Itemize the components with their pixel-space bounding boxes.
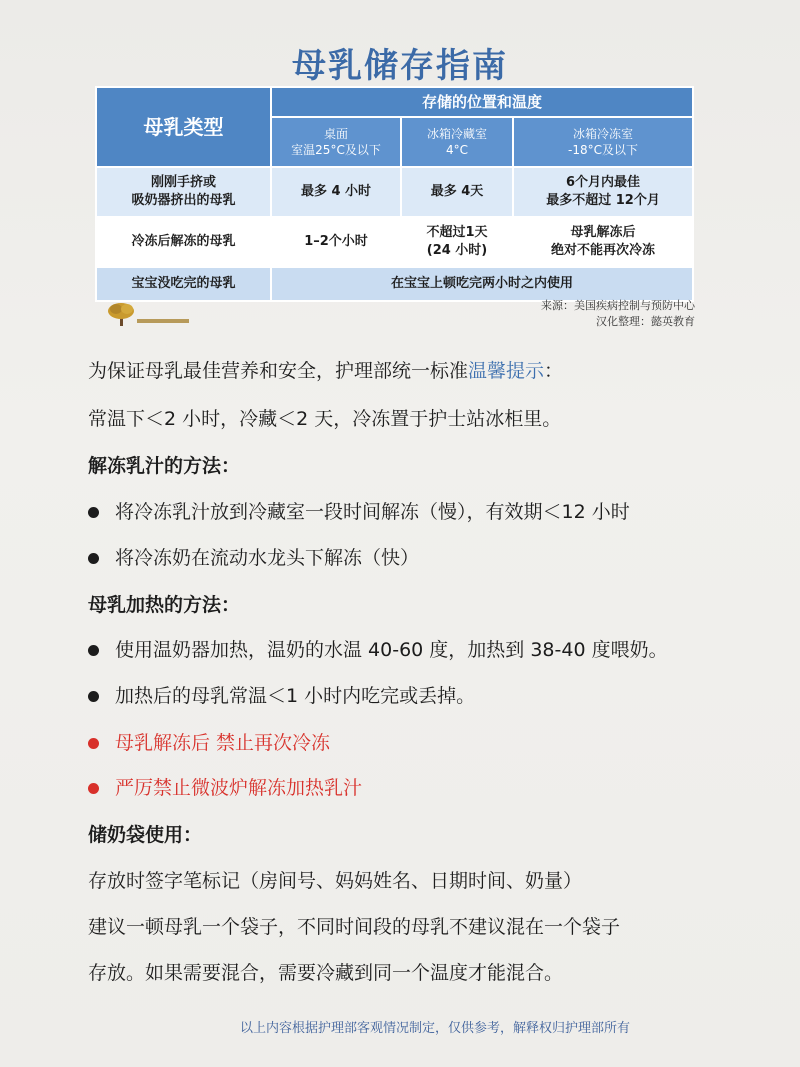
storage-guide-table xyxy=(95,86,694,302)
column-header-milk-type: 母乳类型 xyxy=(96,87,271,167)
bag-heading: 储奶袋使用： xyxy=(88,824,203,846)
freezer-cell: 母乳解冻后 绝对不能再次冷冻 xyxy=(513,217,693,267)
table-row xyxy=(96,217,693,267)
warning-item: 母乳解冻后 禁止再次冷冻 xyxy=(88,728,330,755)
warning-item: 严厉禁止微波炉解冻加热乳汁 xyxy=(88,773,362,800)
footer-note: 以上内容根据护理部客观情况制定，仅供参考，解释权归护理部所有 xyxy=(239,1021,630,1036)
bullet-icon xyxy=(88,691,99,702)
list-item: 将冷冻奶在流动水龙头下解冻（快） xyxy=(88,543,419,570)
tree-logo-icon xyxy=(104,300,192,328)
merged-usage-cell: 在宝宝上顿吃完两小时之内使用 xyxy=(271,267,693,301)
bullet-icon xyxy=(88,553,99,564)
bullet-icon xyxy=(88,738,99,749)
column-header-storage: 存储的位置和温度 xyxy=(271,87,693,117)
bullet-icon xyxy=(88,783,99,794)
list-item: 加热后的母乳常温＜1 小时内吃完或丢掉。 xyxy=(88,681,475,708)
milk-type-cell: 冷冻后解冻的母乳 xyxy=(96,217,271,267)
table-row xyxy=(96,267,693,301)
list-item: 将冷冻乳汁放到冷藏室一段时间解冻（慢），有效期＜12 小时 xyxy=(88,497,630,524)
bag-line: 存放。如果需要混合，需要冷藏到同一个温度才能混合。 xyxy=(88,962,564,984)
intro-highlight: 温馨提示 xyxy=(468,360,545,382)
milk-type-cell: 刚刚手挤或 吸奶器挤出的母乳 xyxy=(96,167,271,217)
table-row xyxy=(96,167,693,217)
bullet-icon xyxy=(88,645,99,656)
bag-line: 建议一顿母乳一个袋子，不同时间段的母乳不建议混在一个袋子 xyxy=(88,916,621,938)
thaw-heading: 解冻乳汁的方法： xyxy=(88,455,241,477)
location-header-room: 桌面 室温25°C及以下 xyxy=(271,117,401,167)
room-cell: 1–2个小时 xyxy=(271,217,401,267)
fridge-cell: 最多 4天 xyxy=(401,167,513,217)
location-header-freezer: 冰箱冷冻室 -18°C及以下 xyxy=(513,117,693,167)
heat-heading: 母乳加热的方法： xyxy=(88,594,241,616)
page-title: 母乳储存指南 xyxy=(292,46,508,86)
freezer-cell: 6个月内最佳 最多不超过 12个月 xyxy=(513,167,693,217)
source-credit: 来源：美国疾病控制与预防中心 汉化整理：懿英教育 xyxy=(541,299,695,328)
milk-type-cell: 宝宝没吃完的母乳 xyxy=(96,267,271,301)
room-cell: 最多 4 小时 xyxy=(271,167,401,217)
bullet-icon xyxy=(88,507,99,518)
fridge-cell: 不超过1天 (24 小时) xyxy=(401,217,513,267)
intro-line: 为保证母乳最佳营养和安全，护理部统一标准温馨提示： xyxy=(88,360,564,382)
list-item: 使用温奶器加热，温奶的水温 40-60 度，加热到 38-40 度喂奶。 xyxy=(88,635,668,662)
bag-line: 存放时签字笔标记（房间号、妈妈姓名、日期时间、奶量） xyxy=(88,870,583,892)
storage-rule: 常温下＜2 小时，冷藏＜2 天，冷冻置于护士站冰柜里。 xyxy=(88,408,562,430)
location-header-fridge: 冰箱冷藏室 4°C xyxy=(401,117,513,167)
